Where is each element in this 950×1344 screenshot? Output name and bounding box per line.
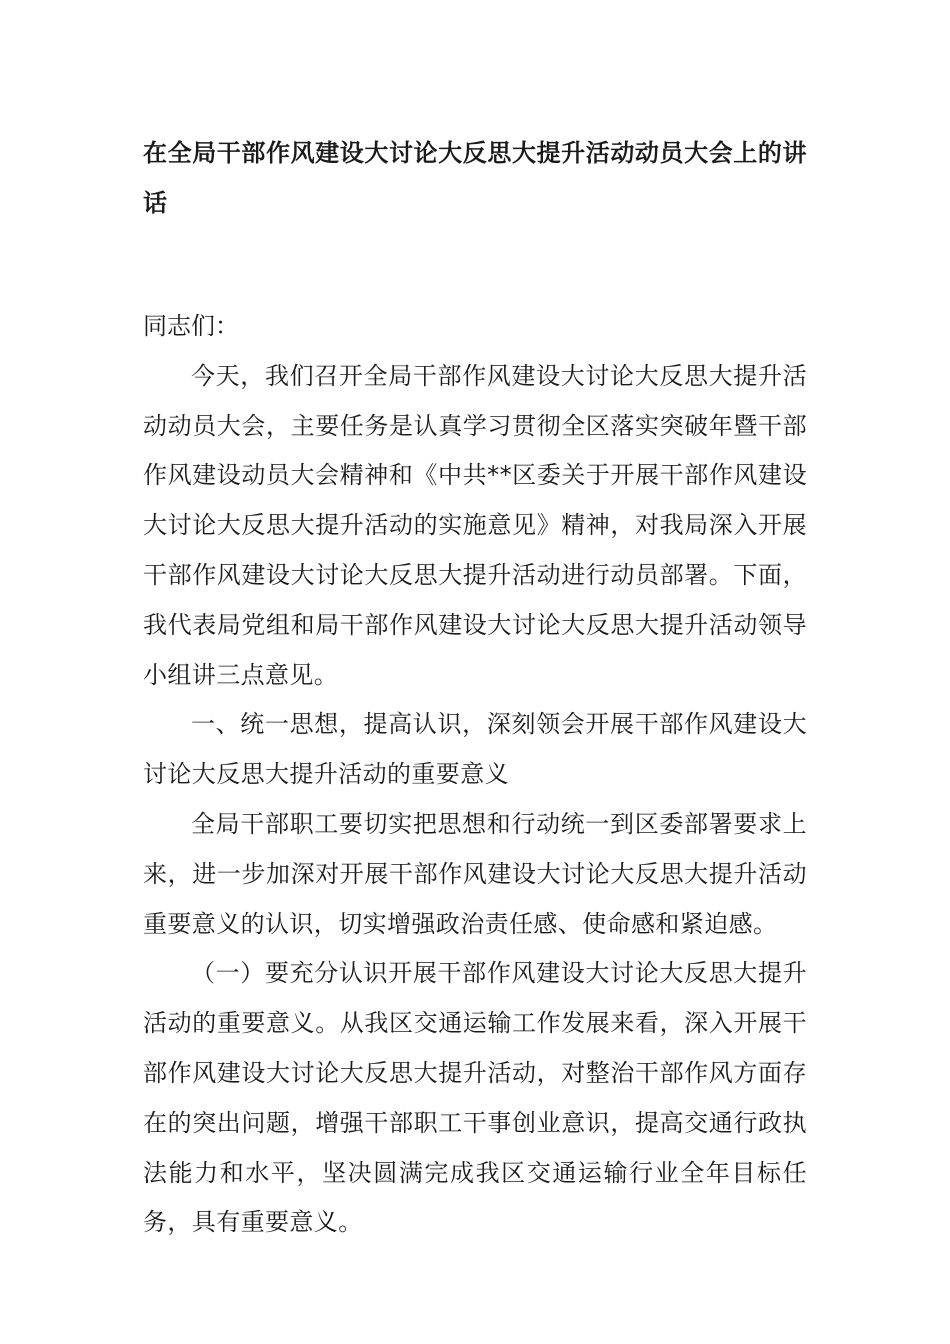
document-title: 在全局干部作风建设大讨论大反思大提升活动动员大会上的讲话 bbox=[143, 139, 807, 217]
paragraph-subsection-one: （一）要充分认识开展干部作风建设大讨论大反思大提升活动的重要意义。从我区交通运输工作发展来看，深入开展干部作风建设大讨论大反思大提升活动，对整治干部作风方面存在的突出问题，增强干部职工干事创业意识，提高交通行政执法能力和水平，坚决圆满完成我区交通运输行业全年目标任务，具有重要意义。 bbox=[143, 959, 807, 1237]
document-page bbox=[143, 128, 807, 1248]
section-heading-one: 一、统一思想，提高认识，深刻领会开展干部作风建设大讨论大反思大提升活动的重要意义 bbox=[143, 710, 807, 789]
paragraph-intro: 今天，我们召开全局干部作风建设大讨论大反思大提升活动动员大会，主要任务是认真学习贯彻全区落实突破年暨干部作风建设动员大会精神和《中共**区委关于开展干部作风建设大讨论大反思大提升活动的实施意见》精神，对我局深入开展干部作风建设大讨论大反思大提升活动进行动员部署。下面，我代表局党组和局干部作风建设大讨论大反思大提升活动领导小组讲三点意见。 bbox=[143, 361, 807, 689]
paragraph-unify-thinking: 全局干部职工要切实把思想和行动统一到区委部署要求上来，进一步加深对开展干部作风建设大讨论大反思大提升活动重要意义的认识，切实增强政治责任感、使命感和紧迫感。 bbox=[143, 809, 807, 938]
salutation: 同志们： bbox=[143, 312, 239, 340]
